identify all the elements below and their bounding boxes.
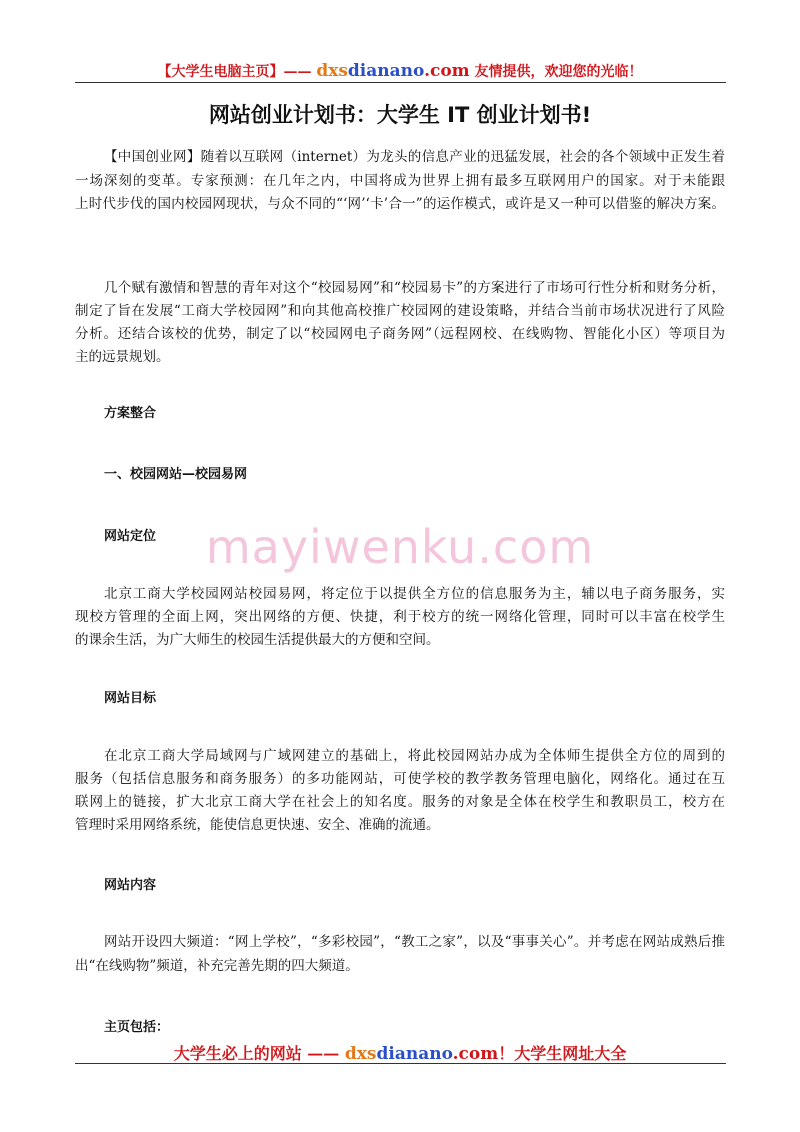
header-suffix: 友情提供，欢迎您的光临！ xyxy=(474,64,643,80)
page-footer-banner xyxy=(0,1041,800,1064)
footer-prefix: 大学生必上的网站 —— xyxy=(173,1044,340,1063)
header-rule xyxy=(75,82,726,83)
para-line: 出“在线购物”频道，补充完善先期的四大频道。 xyxy=(75,958,359,974)
footer-site-link-b[interactable]: dianano xyxy=(376,1044,453,1064)
header-site-link-c[interactable]: .com xyxy=(424,61,470,81)
intro-line: 上时代步伐的国内校园网现状，与众不同的“‘网’‘卡’合一”的运作模式，或许是又一种可以借鉴的解决方案。 xyxy=(75,196,725,212)
section-heading: 一、校园网站—校园易网 xyxy=(104,467,248,482)
header-site-link-b[interactable]: dianano xyxy=(347,61,425,81)
para-line: 服务（包括信息服务和商务服务）的多功能网站，可使学校的教学教务管理电脑化，网络化。通过在互 xyxy=(75,771,725,787)
section-heading: 网站目标 xyxy=(104,691,157,706)
para-line: 现校方管理的全面上网，突出网络的方便、快捷，利于校方的统一网络化管理，同时可以丰富在校学生 xyxy=(75,609,725,625)
page-header-banner xyxy=(0,61,800,81)
section-heading: 网站内容 xyxy=(104,878,157,893)
para-line: 管理时采用网络系统，能使信息更快速、安全、准确的流通。 xyxy=(75,817,440,833)
intro-line: 【中国创业网】随着以互联网（internet）为龙头的信息产业的迅猛发展，社会的各个领域中正发生着 xyxy=(104,149,725,165)
para-line: 分析。还结合该校的优势，制定了以“校园网电子商务网”（远程网校、在线购物、智能化小区）等项目为 xyxy=(75,326,725,342)
para-line: 主的远景规划。 xyxy=(75,349,170,365)
header-site-link-a[interactable]: dxs xyxy=(316,61,348,81)
header-prefix: 【大学生电脑主页】—— xyxy=(157,64,312,80)
watermark: mayiwenku.com xyxy=(205,520,595,574)
page-title: 网站创业计划书：大学生 IT 创业计划书! xyxy=(208,103,592,127)
footer-rule xyxy=(75,1063,726,1064)
para-line: 制定了旨在发展“工商大学校园网”和向其他高校推广校园网的建设策略，并结合当前市场状况进行了风险 xyxy=(75,303,725,319)
para-line: 网站开设四大频道：“网上学校”，“多彩校园”，“教工之家”，以及“事事关心”。并考虑在网站成熟后推 xyxy=(104,934,725,950)
para-line: 联网上的链接，扩大北京工商大学在社会上的知名度。服务的对象是全体在校学生和教职员工，校方在 xyxy=(75,794,725,810)
para-line: 在北京工商大学局域网与广域网建立的基础上，将此校园网站办成为全体师生提供全方位的周到的 xyxy=(104,748,725,764)
section-heading: 主页包括： xyxy=(104,1020,170,1035)
footer-site-link-c[interactable]: .com xyxy=(452,1044,499,1064)
para-line: 北京工商大学校园网站校园易网，将定位于以提供全方位的信息服务为主，辅以电子商务服务，实 xyxy=(104,586,725,602)
section-heading: 方案整合 xyxy=(104,406,157,421)
para-line: 的课余生活，为广大师生的校园生活提供最大的方便和空间。 xyxy=(75,632,440,648)
intro-line: 一场深刻的变革。专家预测：在几年之内，中国将成为世界上拥有最多互联网用户的国家。对于未能跟 xyxy=(75,173,725,189)
para-line: 几个赋有激情和智慧的青年对这个“校园易网”和“校园易卡”的方案进行了市场可行性分析和财务分析， xyxy=(104,280,725,296)
footer-suffix: ！大学生网址大全 xyxy=(498,1044,627,1063)
footer-site-link-a[interactable]: dxs xyxy=(344,1044,377,1064)
section-heading: 网站定位 xyxy=(104,529,157,544)
